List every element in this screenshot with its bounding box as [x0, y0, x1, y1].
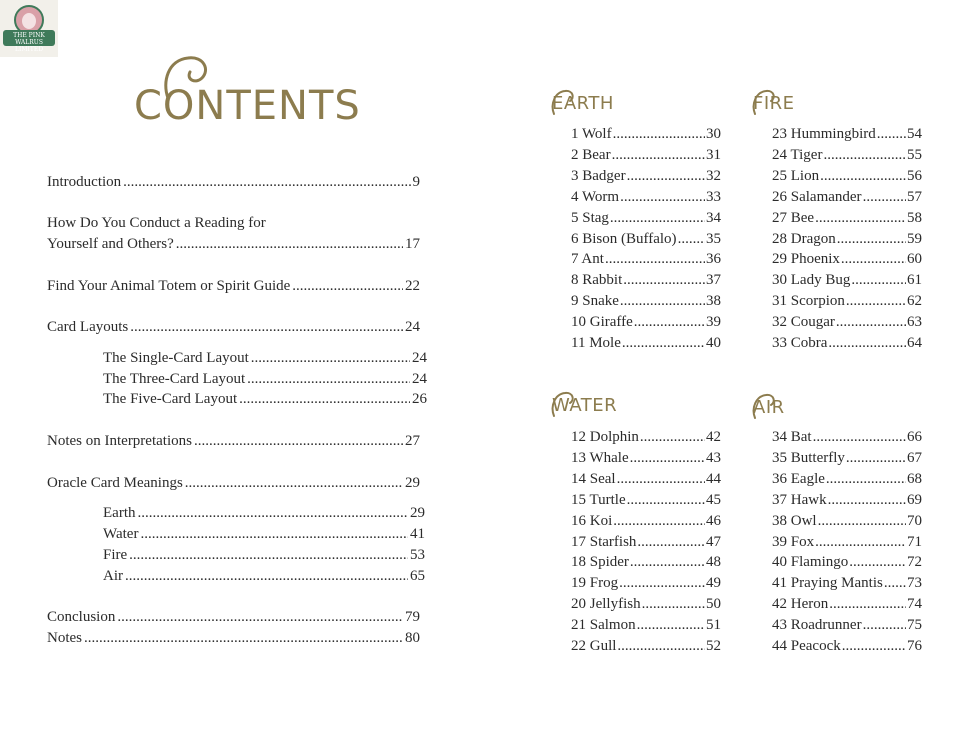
card-page: 31	[706, 146, 721, 163]
card-page: 57	[907, 188, 922, 205]
section-heading-text: WATER	[552, 395, 618, 416]
dot-leader	[613, 511, 705, 531]
toc-label: Introduction	[47, 174, 122, 190]
dot-leader	[194, 431, 403, 451]
dot-leader	[637, 615, 705, 635]
toc-entry[interactable]	[47, 276, 420, 296]
card-list-item[interactable]	[772, 448, 922, 468]
dot-leader	[239, 389, 410, 409]
card-page: 35	[706, 230, 721, 247]
card-list-item[interactable]	[571, 427, 721, 447]
card-list-item[interactable]	[772, 511, 922, 531]
card-label: 8 Rabbit	[571, 272, 623, 289]
toc-entry[interactable]	[47, 431, 420, 451]
toc-page: 9	[412, 174, 420, 190]
card-label: 44 Peacock	[772, 638, 841, 654]
toc-page: 53	[410, 547, 425, 563]
dot-leader	[678, 229, 705, 249]
toc-page: 80	[405, 630, 420, 646]
card-label: 40 Flamingo	[772, 554, 849, 571]
dot-leader	[613, 124, 705, 144]
card-list-item[interactable]	[571, 532, 721, 552]
card-page: 59	[907, 230, 922, 247]
card-label: 21 Salmon	[571, 617, 636, 634]
card-label: 6 Bison (Buffalo)	[571, 230, 677, 247]
toc-page: 65	[410, 568, 425, 584]
dot-leader	[842, 636, 906, 656]
dot-leader	[815, 208, 906, 228]
card-list-item[interactable]	[571, 469, 721, 489]
card-page: 72	[907, 554, 922, 571]
card-page: 62	[907, 293, 922, 310]
card-list-item[interactable]	[571, 187, 721, 207]
card-label: 42 Heron	[772, 596, 829, 613]
card-list-item[interactable]	[571, 511, 721, 531]
toc-page: 24	[412, 350, 427, 366]
dot-leader	[617, 636, 705, 656]
section-heading-text: FIRE	[753, 93, 795, 114]
card-page: 68	[907, 470, 922, 487]
dot-leader	[610, 208, 705, 228]
dot-leader	[140, 524, 408, 544]
card-label: 19 Frog	[571, 575, 619, 592]
card-page: 38	[706, 293, 721, 310]
dot-leader	[846, 291, 906, 311]
dot-leader	[637, 532, 705, 552]
toc-subentry[interactable]	[103, 503, 425, 523]
card-page: 64	[907, 335, 922, 351]
card-label: 20 Jellyfish	[571, 596, 641, 613]
dot-leader	[849, 552, 906, 572]
publisher-logo	[0, 0, 58, 57]
card-label: 38 Owl	[772, 512, 817, 529]
dot-leader	[612, 145, 705, 165]
card-label: 13 Whale	[571, 449, 629, 466]
card-page: 43	[706, 449, 721, 466]
card-list-item[interactable]	[571, 166, 721, 186]
card-label: 14 Seal	[571, 470, 616, 487]
toc-label: Water	[103, 526, 139, 542]
card-list-item[interactable]	[772, 145, 922, 165]
dot-leader	[620, 187, 705, 207]
card-page: 75	[907, 617, 922, 634]
card-page: 66	[907, 429, 922, 445]
card-label: 43 Roadrunner	[772, 617, 862, 634]
card-label: 34 Bat	[772, 429, 812, 445]
card-label: 22 Gull	[571, 638, 617, 654]
toc-label: Air	[103, 568, 123, 584]
card-list-item[interactable]	[772, 636, 922, 656]
card-list-item[interactable]	[571, 615, 721, 635]
toc-subentry[interactable]	[103, 524, 425, 544]
card-label: 35 Butterfly	[772, 449, 845, 466]
toc-page: 26	[412, 391, 427, 407]
card-page: 50	[706, 596, 721, 613]
section-heading-earth	[552, 94, 614, 114]
dot-leader	[617, 469, 705, 489]
card-page: 56	[907, 167, 922, 184]
card-page: 48	[706, 554, 721, 571]
dot-leader	[619, 573, 705, 593]
card-page: 32	[706, 167, 721, 184]
card-list-item[interactable]	[571, 490, 721, 510]
card-list-item[interactable]	[571, 291, 721, 311]
card-list-item[interactable]	[772, 469, 922, 489]
dot-leader	[84, 628, 403, 648]
toc-label: Conclusion	[47, 609, 116, 625]
card-list-item[interactable]	[571, 552, 721, 572]
dot-leader	[837, 229, 906, 249]
dot-leader	[836, 312, 906, 332]
card-list-item[interactable]	[772, 312, 922, 332]
card-page: 73	[907, 575, 922, 592]
dot-leader	[634, 312, 705, 332]
card-label: 12 Dolphin	[571, 429, 639, 445]
card-label: 7 Ant	[571, 251, 604, 268]
card-label: 39 Fox	[772, 533, 815, 550]
card-page: 71	[907, 533, 922, 550]
toc-entry[interactable]	[47, 607, 420, 627]
dot-leader	[185, 473, 403, 493]
card-page: 39	[706, 314, 721, 331]
toc-page: 22	[405, 278, 420, 294]
dot-leader	[863, 187, 906, 207]
card-list-item[interactable]	[772, 270, 922, 290]
card-page: 30	[706, 126, 721, 142]
card-page: 47	[706, 533, 721, 550]
toc-subentry[interactable]	[103, 389, 427, 409]
toc-subentry[interactable]	[103, 545, 425, 565]
card-list-item[interactable]	[571, 208, 721, 228]
dot-leader	[292, 276, 403, 296]
card-label: 24 Tiger	[772, 146, 823, 163]
toc-page: 79	[405, 609, 420, 625]
card-label: 15 Turtle	[571, 491, 626, 508]
card-list-item[interactable]	[772, 229, 922, 249]
toc-label: Notes	[47, 630, 82, 646]
card-label: 41 Praying Mantis	[772, 575, 883, 592]
card-page: 33	[706, 188, 721, 205]
card-page: 52	[706, 638, 721, 654]
card-page: 67	[907, 449, 922, 466]
toc-page: 29	[405, 475, 420, 491]
dot-leader	[884, 573, 906, 593]
card-page: 63	[907, 314, 922, 331]
card-list-item[interactable]	[571, 249, 721, 269]
toc-label: Oracle Card Meanings	[47, 475, 183, 491]
dot-leader	[623, 270, 705, 290]
card-list-item[interactable]	[772, 615, 922, 635]
dot-leader	[829, 594, 906, 614]
card-label: 18 Spider	[571, 554, 629, 571]
card-page: 58	[907, 209, 922, 226]
card-label: 10 Giraffe	[571, 314, 633, 331]
dot-leader	[251, 348, 410, 368]
card-page: 70	[907, 512, 922, 529]
dot-leader	[247, 369, 410, 389]
card-label: 31 Scorpion	[772, 293, 845, 310]
card-label: 33 Cobra	[772, 335, 828, 351]
dot-leader	[815, 532, 906, 552]
dot-leader	[642, 594, 705, 614]
dot-leader	[129, 545, 408, 565]
dot-leader	[851, 270, 906, 290]
card-list-item[interactable]	[772, 166, 922, 186]
card-label: 28 Dragon	[772, 230, 836, 247]
card-page: 60	[907, 251, 922, 268]
dot-leader	[640, 427, 705, 447]
card-list-item[interactable]	[571, 312, 721, 332]
dot-leader	[176, 234, 403, 254]
dot-leader	[605, 249, 705, 269]
toc-label: Fire	[103, 547, 128, 563]
dot-leader	[813, 427, 906, 447]
toc-page: 24	[412, 371, 427, 387]
page-title: CONTENTS	[134, 83, 361, 129]
card-list-item[interactable]	[772, 594, 922, 614]
card-label: 11 Mole	[571, 335, 621, 351]
card-page: 55	[907, 146, 922, 163]
card-list-item[interactable]	[571, 594, 721, 614]
section-heading-water	[552, 396, 617, 416]
card-list-item[interactable]	[772, 208, 922, 228]
logo-text-line2: WALRUS LIMITED	[14, 39, 44, 53]
card-list-item[interactable]	[772, 291, 922, 311]
card-page: 69	[907, 491, 922, 508]
toc-page: 17	[405, 236, 420, 252]
toc-subentry[interactable]	[103, 566, 425, 586]
card-page: 61	[907, 272, 922, 289]
card-page: 45	[706, 491, 721, 508]
card-list-item[interactable]	[772, 333, 922, 353]
toc-label: The Five-Card Layout	[103, 391, 238, 407]
card-list-item[interactable]	[772, 532, 922, 552]
toc-label: Earth	[103, 505, 136, 521]
card-page: 76	[907, 638, 922, 654]
section-heading-air	[753, 398, 785, 418]
card-page: 36	[706, 251, 721, 268]
dot-leader	[828, 333, 906, 353]
toc-label-line1[interactable]: How Do You Conduct a Reading for	[47, 215, 266, 231]
card-page: 49	[706, 575, 721, 592]
dot-leader	[820, 166, 906, 186]
dot-leader	[630, 448, 705, 468]
section-heading-text: EARTH	[552, 93, 614, 114]
dot-leader	[123, 172, 410, 192]
card-label: 30 Lady Bug	[772, 272, 851, 289]
card-list-item[interactable]	[571, 636, 721, 656]
card-list-item[interactable]	[772, 552, 922, 572]
card-list-item[interactable]	[571, 270, 721, 290]
card-page: 74	[907, 596, 922, 613]
section-heading-fire	[753, 94, 795, 114]
card-label: 27 Bee	[772, 209, 815, 226]
card-page: 42	[706, 429, 721, 445]
dot-leader	[630, 552, 705, 572]
dot-leader	[877, 124, 906, 144]
dot-leader	[826, 469, 906, 489]
card-list-item[interactable]	[571, 145, 721, 165]
toc-label: Yourself and Others?	[47, 236, 174, 252]
dot-leader	[117, 607, 403, 627]
toc-entry[interactable]	[47, 317, 420, 337]
toc-page: 27	[405, 433, 420, 449]
card-label: 25 Lion	[772, 167, 820, 184]
card-list-item[interactable]	[571, 229, 721, 249]
card-label: 4 Worm	[571, 188, 620, 205]
card-label: 26 Salamander	[772, 188, 862, 205]
card-list-item[interactable]	[571, 124, 721, 144]
card-page: 54	[907, 126, 922, 142]
card-label: 1 Wolf	[571, 126, 612, 142]
card-label: 23 Hummingbird	[772, 126, 876, 142]
toc-label: The Three-Card Layout	[103, 371, 246, 387]
logo-text-line1: THE PINK	[13, 32, 45, 39]
toc-subentry[interactable]	[103, 348, 427, 368]
toc-subentry[interactable]	[103, 369, 427, 389]
toc-page: 29	[410, 505, 425, 521]
toc-label: Card Layouts	[47, 319, 129, 335]
toc-page: 24	[405, 319, 420, 335]
section-heading-text: AIR	[753, 397, 785, 418]
dot-leader	[863, 615, 906, 635]
dot-leader	[823, 145, 906, 165]
card-page: 44	[706, 470, 721, 487]
card-label: 2 Bear	[571, 146, 611, 163]
card-label: 29 Phoenix	[772, 251, 840, 268]
card-label: 3 Badger	[571, 167, 626, 184]
toc-page: 41	[410, 526, 425, 542]
dot-leader	[846, 448, 906, 468]
toc-entry[interactable]	[47, 473, 420, 493]
toc-entry[interactable]	[47, 172, 420, 192]
card-page: 51	[706, 617, 721, 634]
card-list-item[interactable]	[772, 249, 922, 269]
card-list-item[interactable]	[772, 187, 922, 207]
dot-leader	[620, 291, 705, 311]
card-label: 36 Eagle	[772, 470, 825, 487]
dot-leader	[828, 490, 906, 510]
card-list-item[interactable]	[571, 333, 721, 353]
card-list-item[interactable]	[772, 573, 922, 593]
card-label: 16 Koi	[571, 512, 613, 529]
dot-leader	[627, 166, 705, 186]
card-page: 46	[706, 512, 721, 529]
card-label: 37 Hawk	[772, 491, 827, 508]
dot-leader	[125, 566, 408, 586]
toc-label: Find Your Animal Totem or Spirit Guide	[47, 278, 291, 294]
card-label: 9 Snake	[571, 293, 619, 310]
dot-leader	[130, 317, 403, 337]
card-list-item[interactable]	[772, 490, 922, 510]
toc-entry[interactable]	[47, 234, 420, 254]
dot-leader	[622, 333, 705, 353]
toc-label: Notes on Interpretations	[47, 433, 192, 449]
card-page: 37	[706, 272, 721, 289]
card-label: 17 Starfish	[571, 533, 637, 550]
card-page: 40	[706, 335, 721, 351]
card-list-item[interactable]	[772, 124, 922, 144]
card-list-item[interactable]	[772, 427, 922, 447]
card-list-item[interactable]	[571, 573, 721, 593]
dot-leader	[818, 511, 906, 531]
dot-leader	[841, 249, 906, 269]
dot-leader	[627, 490, 705, 510]
card-label: 32 Cougar	[772, 314, 835, 331]
card-page: 34	[706, 209, 721, 226]
dot-leader	[137, 503, 408, 523]
toc-label: The Single-Card Layout	[103, 350, 249, 366]
card-list-item[interactable]	[571, 448, 721, 468]
toc-entry[interactable]	[47, 628, 420, 648]
card-label: 5 Stag	[571, 209, 609, 226]
